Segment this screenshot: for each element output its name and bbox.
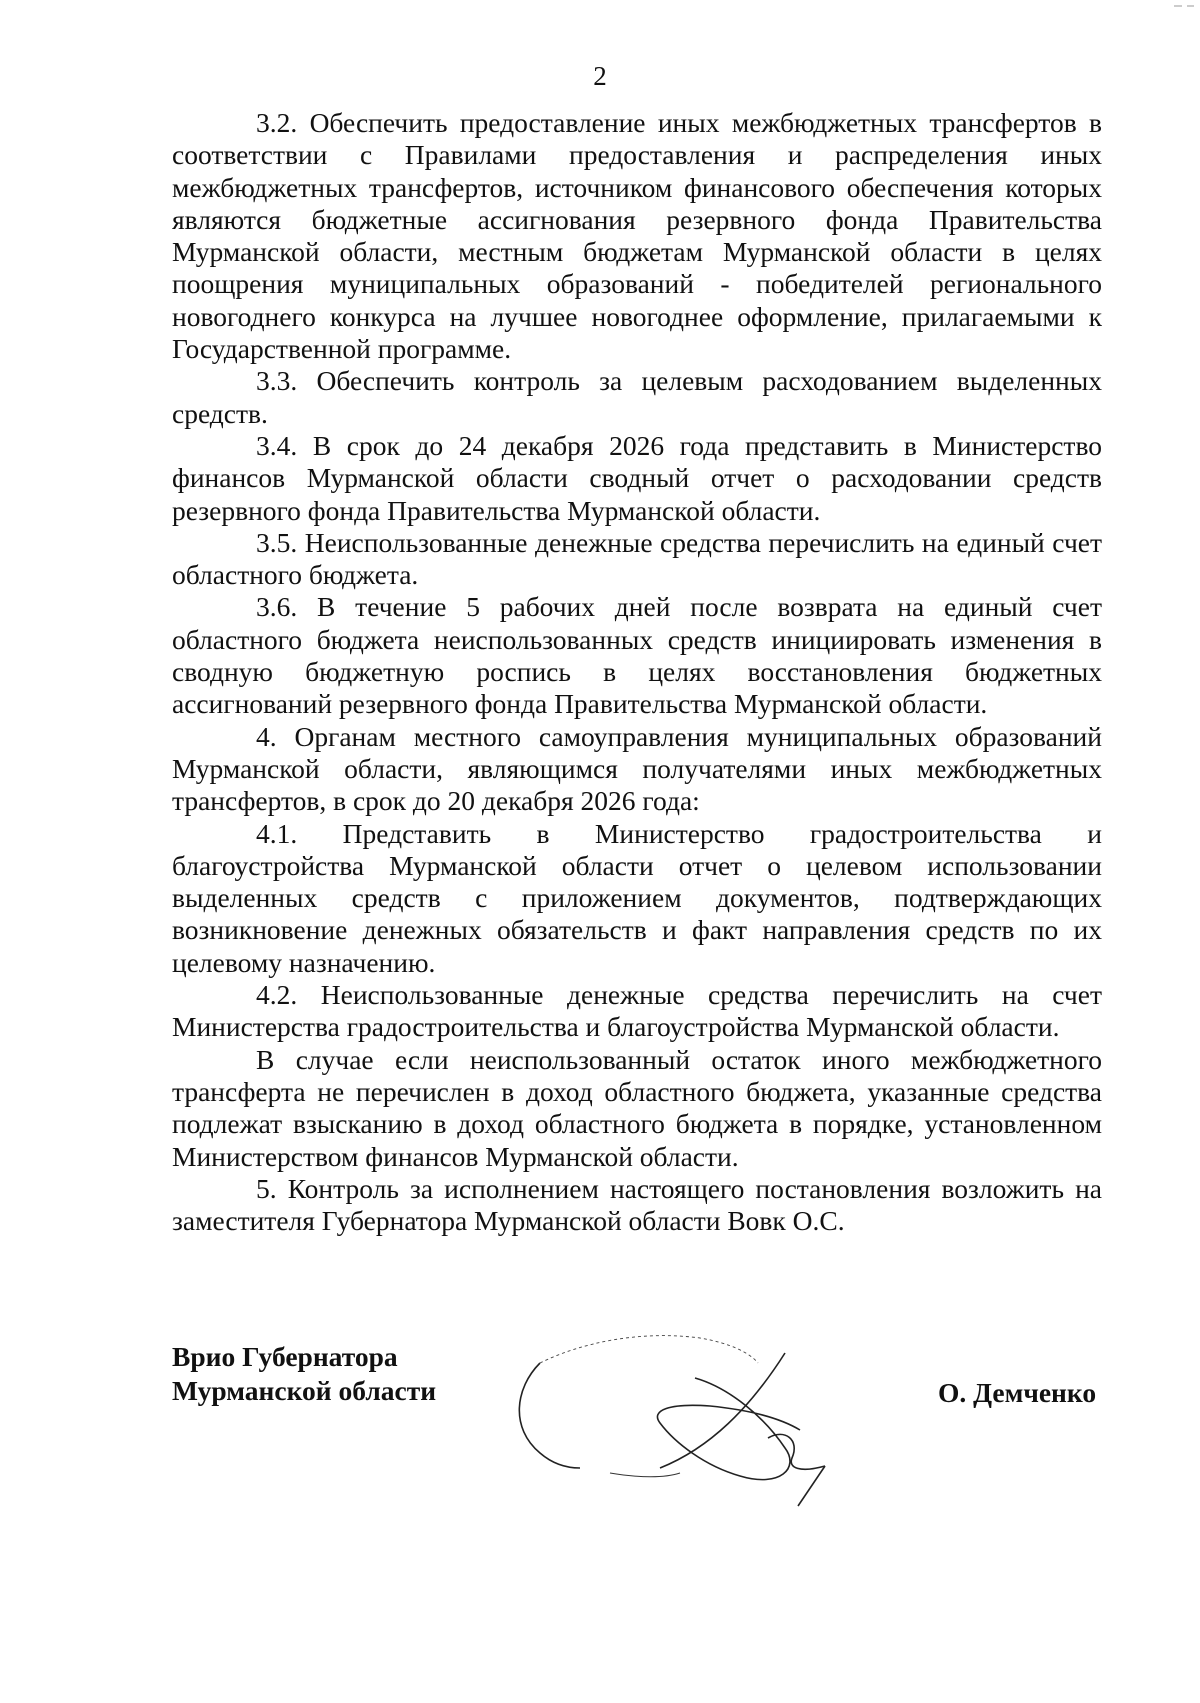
paragraph-5: 5. Контроль за исполнением настоящего постановления возложить на заместителя Губернатора Мурманской области Вовк О.С. xyxy=(172,1172,1102,1237)
paragraph-4-2: 4.2. Неиспользованные денежные средства перечислить на счет Министерства градостроительства и благоустройства Мурманской области. xyxy=(172,979,1102,1043)
handwritten-signature xyxy=(500,1318,900,1508)
paragraph-3-5: 3.5. Неиспользованные денежные средства перечислить на единый счет областного бюджета. xyxy=(172,526,1102,591)
paragraph-3-3: 3.3. Обеспечить контроль за целевым расходованием выделенных средств. xyxy=(172,365,1102,429)
signatory-name: О. Демченко xyxy=(938,1377,1097,1408)
paragraph-4: 4. Органам местного самоуправления муниципальных образований Мурманской области, являющимся получателями иных межбюджетных трансфертов, в срок до 20 декабря 2026 года: xyxy=(172,720,1102,817)
paragraph-4-1: 4.1. Представить в Министерство градостроительства и благоустройства Мурманской области отчет о целевом использовании выделенных средств с приложением документов, подтверждающих возникновение денежных обязательств и факт направления средств по их целевому назначению. xyxy=(172,817,1102,978)
paragraph-3-2: 3.2. Обеспечить предоставление иных межбюджетных трансфертов в соответствии с Правилами предоставления и распределения иных межбюджетных трансфертов, источником финансового обеспечения которых являются бюджетные ассигнования резервного фонда Правительства Мурманской области, местным бюджетам Мурманской области в целях поощрения муниципальных образований - победителей регионального новогоднего конкурса на лучшее новогоднее оформление, прилагаемыми к Государственной программе. xyxy=(172,107,1102,365)
signatory-title-line2: Мурманской области xyxy=(172,1375,437,1406)
paragraph-unused-balance: В случае если неиспользованный остаток иного межбюджетного трансферта не перечислен в доход областного бюджета, указанные средства подлежат взысканию в доход областного бюджета в порядке, установленном Министерством финансов Мурманской области. xyxy=(172,1043,1102,1172)
page-number: 2 xyxy=(593,61,607,91)
document-body xyxy=(172,107,1102,1237)
paragraph-3-6: 3.6. В течение 5 рабочих дней после возврата на единый счет областного бюджета неиспользованных средств инициировать изменения в сводную бюджетную роспись в целях восстановления бюджетных ассигнований резервного фонда Правительства Мурманской области. xyxy=(172,591,1102,720)
signatory-title xyxy=(172,1340,436,1408)
scan-corner-mark xyxy=(1174,2,1196,8)
signatory-title-line1: Врио Губернатора xyxy=(172,1341,398,1372)
paragraph-3-4: 3.4. В срок до 24 декабря 2026 года представить в Министерство финансов Мурманской области сводный отчет о расходовании средств резервного фонда Правительства Мурманской области. xyxy=(172,429,1102,526)
